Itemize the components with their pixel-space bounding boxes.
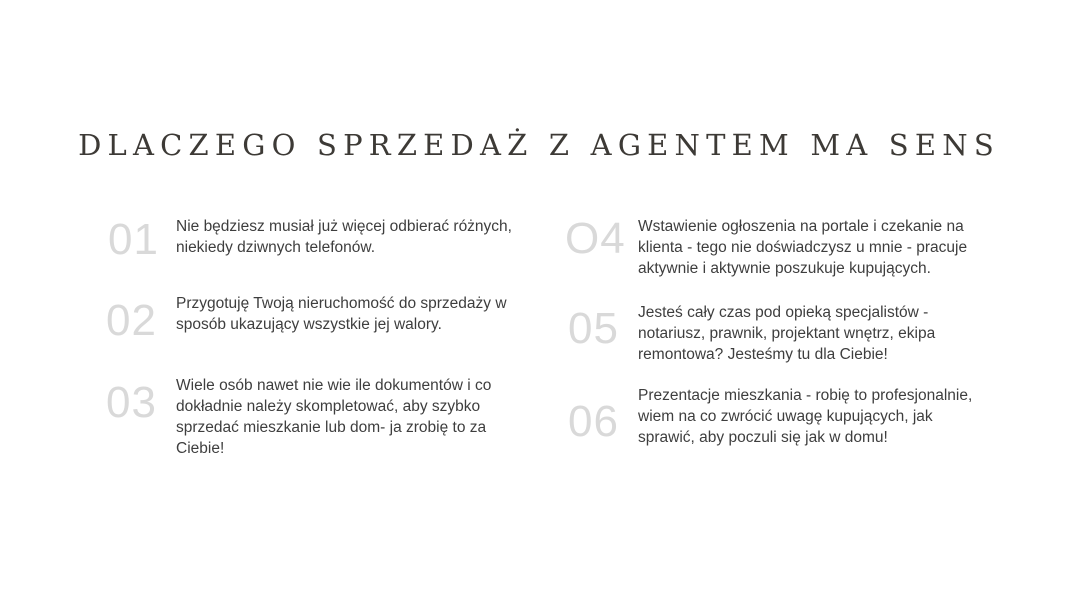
item-number: 05 [568, 304, 619, 353]
item-text: Wstawienie ogłoszenia na portale i czekanie na klienta - tego nie doświadczysz u mnie - pracuje aktywnie i aktywnie poszukuje kupujących. [638, 218, 968, 277]
item-number: 02 [106, 296, 157, 345]
item-number: 03 [106, 378, 157, 427]
page-title: DLACZEGO SPRZEDAŻ Z AGENTEM MA SENS [78, 128, 1000, 162]
item-text: Wiele osób nawet nie wie ile dokumentów i co dokładnie należy skompletować, aby szybko sprzedać mieszkanie lub dom- ja zrobię to za Ciebie! [176, 377, 492, 457]
item-number: O4 [565, 214, 626, 263]
item-text: Jesteś cały czas pod opieką specjalistów - notariusz, prawnik, projektant wnętrz, ekipa remontowa? Jesteśmy tu dla Ciebie! [638, 304, 936, 363]
item-text: Nie będziesz musiał już więcej odbierać różnych, niekiedy dziwnych telefonów. [176, 218, 512, 256]
item-number: 06 [568, 397, 619, 446]
item-number: 01 [108, 215, 159, 264]
item-text: Prezentacje mieszkania - robię to profesjonalnie, wiem na co zwrócić uwagę kupujących, jak sprawić, aby poczuli się jak w domu! [638, 387, 973, 446]
item-text: Przygotuję Twoją nieruchomość do sprzedaży w sposób ukazujący wszystkie jej walory. [176, 295, 507, 333]
